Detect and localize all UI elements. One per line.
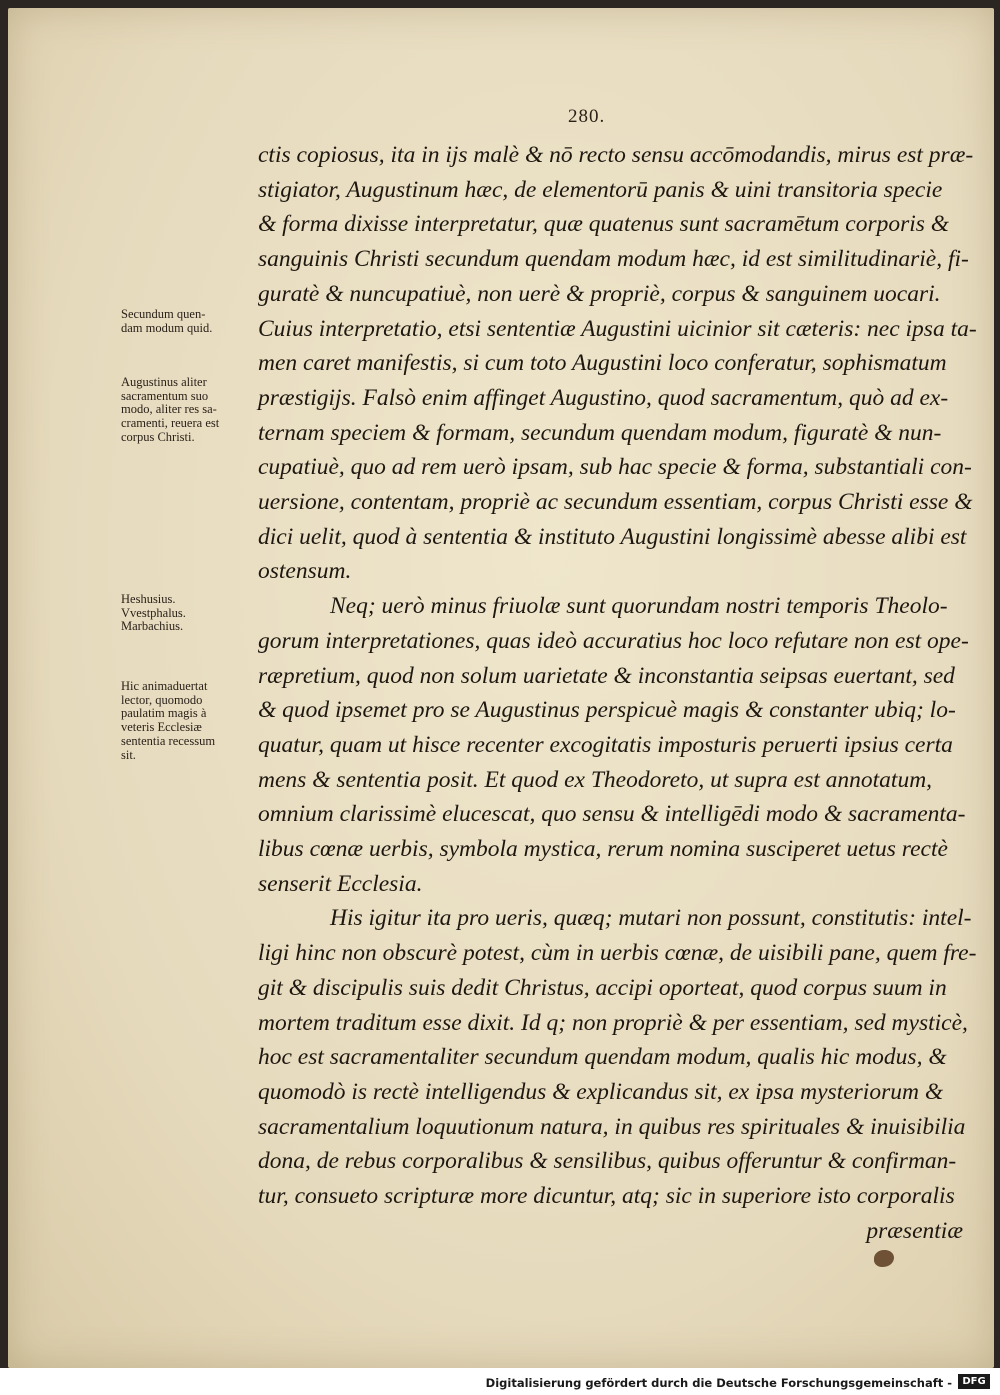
text-line: gorum interpretationes, quas ideò accuratius hoc loco refutare non est ope- [258,627,969,654]
ink-blot [874,1250,894,1267]
text-line: ræpretium, quod non solum uarietate & inconstantia seipsas euertant, sed [258,662,955,689]
text-line: men caret manifestis, si cum toto Augustini loco conferatur, sophismatum [258,350,947,377]
text-line: hoc est sacramentaliter secundum quendam modum, qualis hic modus, & [258,1044,947,1071]
text-line: cupatiuè, quo ad rem uerò ipsam, sub hac specie & forma, substantiali con- [258,454,972,481]
text-line: libus cœnæ uerbis, symbola mystica, rerum nomina susciperet uetus rectè [258,836,948,863]
text-line: omnium clarissimè elucescat, quo sensu & intelligēdi modo & sacramenta- [258,801,966,828]
page-number: 280. [568,106,606,127]
text-line: dona, de rebus corporalibus & sensilibus, quibus offeruntur & confirman- [258,1148,957,1175]
text-line: uersione, contentam, propriè ac secundum essentiam, corpus Christi esse & [258,489,973,516]
text-line: His igitur ita pro ueris, quæq; mutari non possunt, constitutis: intel- [330,905,972,932]
book-page [8,8,994,1368]
text-line: dici uelit, quod à sententia & instituto Augustini longissimè abesse alibi est [258,523,967,550]
main-text-block [258,138,977,1249]
text-line-catchword: præsentiæ [866,1217,963,1244]
text-line: ostensum. [258,558,352,585]
text-line: quomodò is rectè intelligendus & explicandus sit, ex ipsa mysteriorum & [258,1078,944,1105]
text-line: Cuius interpretatio, etsi sententiæ Augustini uicinior sit cæteris: nec ipsa ta- [258,315,977,342]
text-line: ctis copiosus, ita in ijs malè & nō recto sensu accōmodandis, mirus est præ- [258,142,974,168]
text-line: ligi hinc non obscurè potest, cùm in uerbis cœnæ, de uisibili pane, quem fre- [258,940,977,967]
text-line: senserit Ecclesia. [258,870,423,897]
margin-note: Secundum quen- dam modum quid. [121,307,213,335]
text-line: sacramentalium loquutionum natura, in quibus res spirituales & inuisibilia [258,1113,966,1140]
text-line: guratè & nuncupatiuè, non uerè & propriè, corpus & sanguinem uocari. [258,280,941,307]
text-line: & forma dixisse interpretatur, quæ quatenus sunt sacramētum corporis & [258,211,950,238]
text-line: mortem traditum esse dixit. Id q; non propriè & per essentiam, sed mysticè, [258,1009,968,1036]
text-line: sanguinis Christi secundum quendam modum hæc, id est similitudinariè, fi- [258,246,969,273]
text-line: Neq; uerò minus friuolæ sunt quorundam nostri temporis Theolo- [330,593,948,620]
text-line: mens & sententia posit. Et quod ex Theodoreto, ut supra est annotatum, [258,766,933,793]
margin-note: Augustinus aliter sacramentum suo modo, aliter res sa- cramenti, reuera est corpus Christi. [121,375,220,444]
margin-note: Heshusius. Vvestphalus. Marbachius. [121,592,186,634]
text-line: stigiator, Augustinum hæc, de elementorū panis & uini transitoria specie [258,176,943,203]
text-line: & quod ipsemet pro se Augustinus perspicuè magis & constanter ubiq; lo- [258,697,956,724]
text-line: quatur, quam ut hisce recenter excogitatis imposturis peruerti ipsius certa [258,731,953,758]
dfg-logo-icon: DFG [958,1374,990,1389]
text-line: tur, consueto scripturæ more dicuntur, atq; sic in superiore isto corporalis [258,1183,955,1210]
margin-note: Hic animaduertat lector, quomodo paulatim magis à veteris Ecclesiæ sententia recessum sit. [121,679,216,762]
digitization-credit: Digitalisierung gefördert durch die Deutsche Forschungsgemeinschaft - [485,1376,952,1390]
text-line: ternam speciem & formam, secundum quendam modum, figuratè & nun- [258,419,942,446]
text-line: git & discipulis suis dedit Christus, accipi oporteat, quod corpus suum in [258,974,947,1001]
text-line: præstigijs. Falsò enim affinget Augustino, quod sacramentum, quò ad ex- [258,384,949,411]
